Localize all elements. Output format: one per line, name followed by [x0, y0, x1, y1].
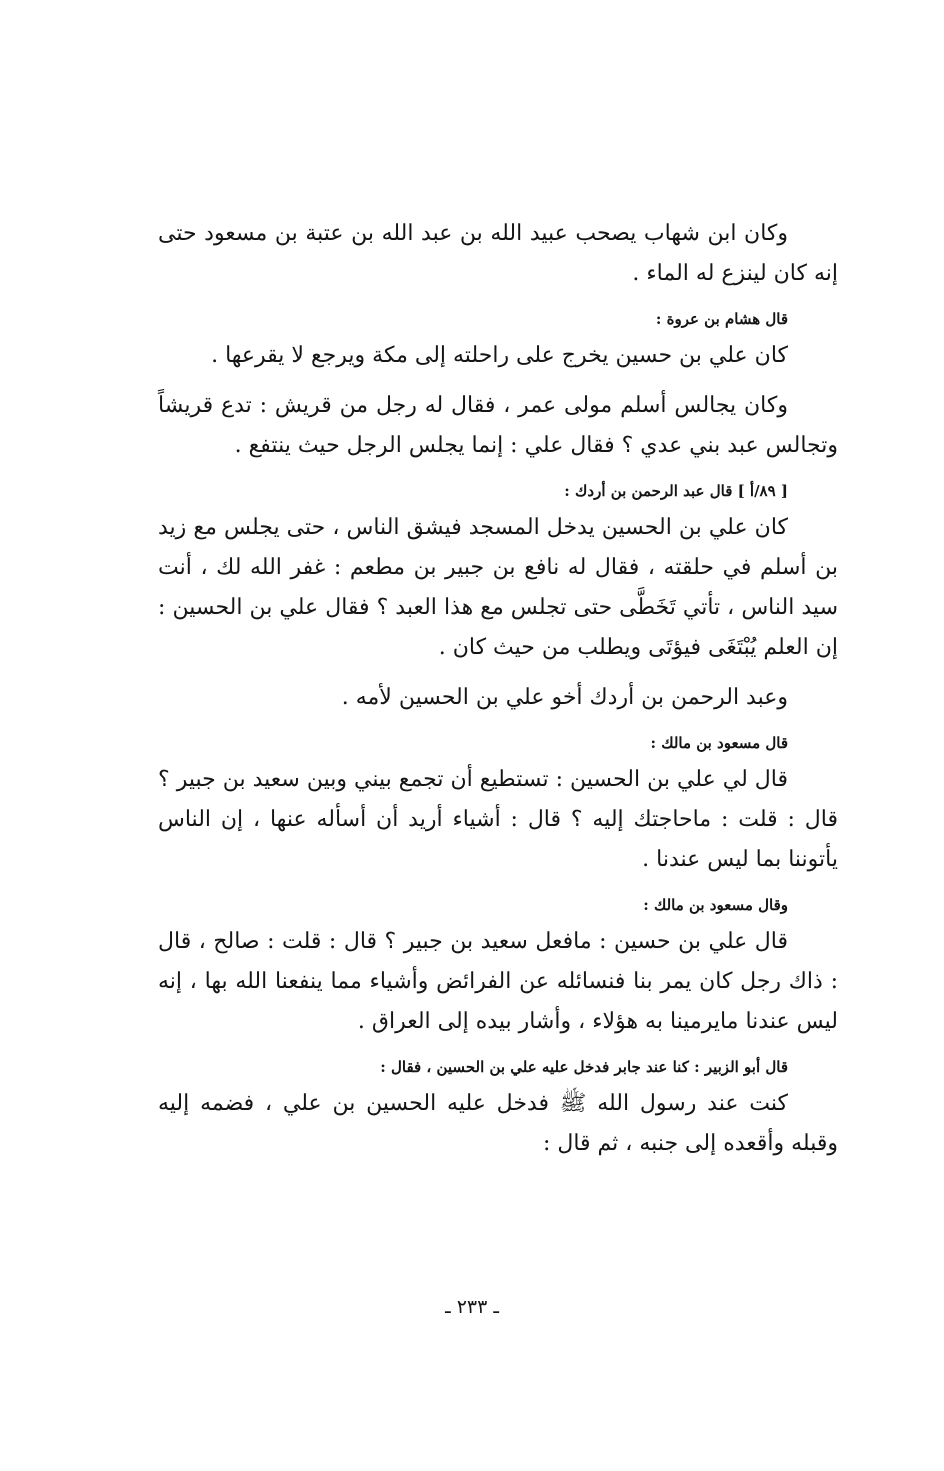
page-body	[158, 214, 838, 1174]
section-heading: قال مسعود بن مالك :	[650, 734, 788, 752]
paragraph: وعبد الرحمن بن أردك أخو علي بن الحسين لأمه .	[341, 685, 788, 710]
section-heading: قال أبو الزبير : كنا عند جابر فدخل عليه علي بن الحسين ، فقال :	[380, 1058, 788, 1076]
section-heading: وقال مسعود بن مالك :	[643, 896, 788, 914]
paragraph: وكان ابن شهاب يصحب عبيد الله بن عبد الله بن عتبة بن مسعود حتى إنه كان لينزع له الماء .	[158, 221, 838, 286]
section-heading: [ ٨٩/أ ] قال عبد الرحمن بن أردك :	[564, 482, 788, 500]
paragraph: كنت عند رسول الله ﷺ فدخل عليه الحسين بن علي ، فضمه إليه وقبله وأقعده إلى جنبه ، ثم قال :	[158, 1091, 838, 1156]
paragraph: وكان يجالس أسلم مولى عمر ، فقال له رجل من قريش : تدع قريشاً وتجالس عبد بني عدي ؟ فقال علي : إنما يجلس الرجل حيث ينتفع .	[158, 393, 838, 458]
paragraph: كان علي بن الحسين يدخل المسجد فيشق الناس ، حتى يجلس مع زيد بن أسلم في حلقته ، فقال له نافع بن جبير بن مطعم : غفر الله لك ، أنت سيد الناس ، تأتي تَخَطَّى حتى تجلس مع هذا العبد ؟ فقال علي بن الحسين : إن العلم يُبْتَغَى فيؤتَى ويطلب من حيث كان .	[158, 515, 838, 660]
paragraph: قال علي بن حسين : مافعل سعيد بن جبير ؟ قال : قلت : صالح ، قال : ذاك رجل كان يمر بنا فنسائله عن الفرائض وأشياء مما ينفعنا الله بها ، إنه ليس عندنا مايرمينا به هؤلاء ، وأشار بيده إلى العراق .	[158, 929, 838, 1034]
paragraph: قال لي علي بن الحسين : تستطيع أن تجمع بيني وبين سعيد بن جبير ؟ قال : قلت : ماحاجتك إليه ؟ قال : أشياء أريد أن أسأله عنها ، إن الناس يأتوننا بما ليس عندنا .	[158, 767, 838, 872]
paragraph: كان علي بن حسين يخرج على راحلته إلى مكة ويرجع لا يقرعها .	[211, 343, 788, 368]
section-heading: قال هشام بن عروة :	[655, 310, 788, 328]
page-number: ـ ٢٣٣ ـ	[445, 1296, 499, 1318]
